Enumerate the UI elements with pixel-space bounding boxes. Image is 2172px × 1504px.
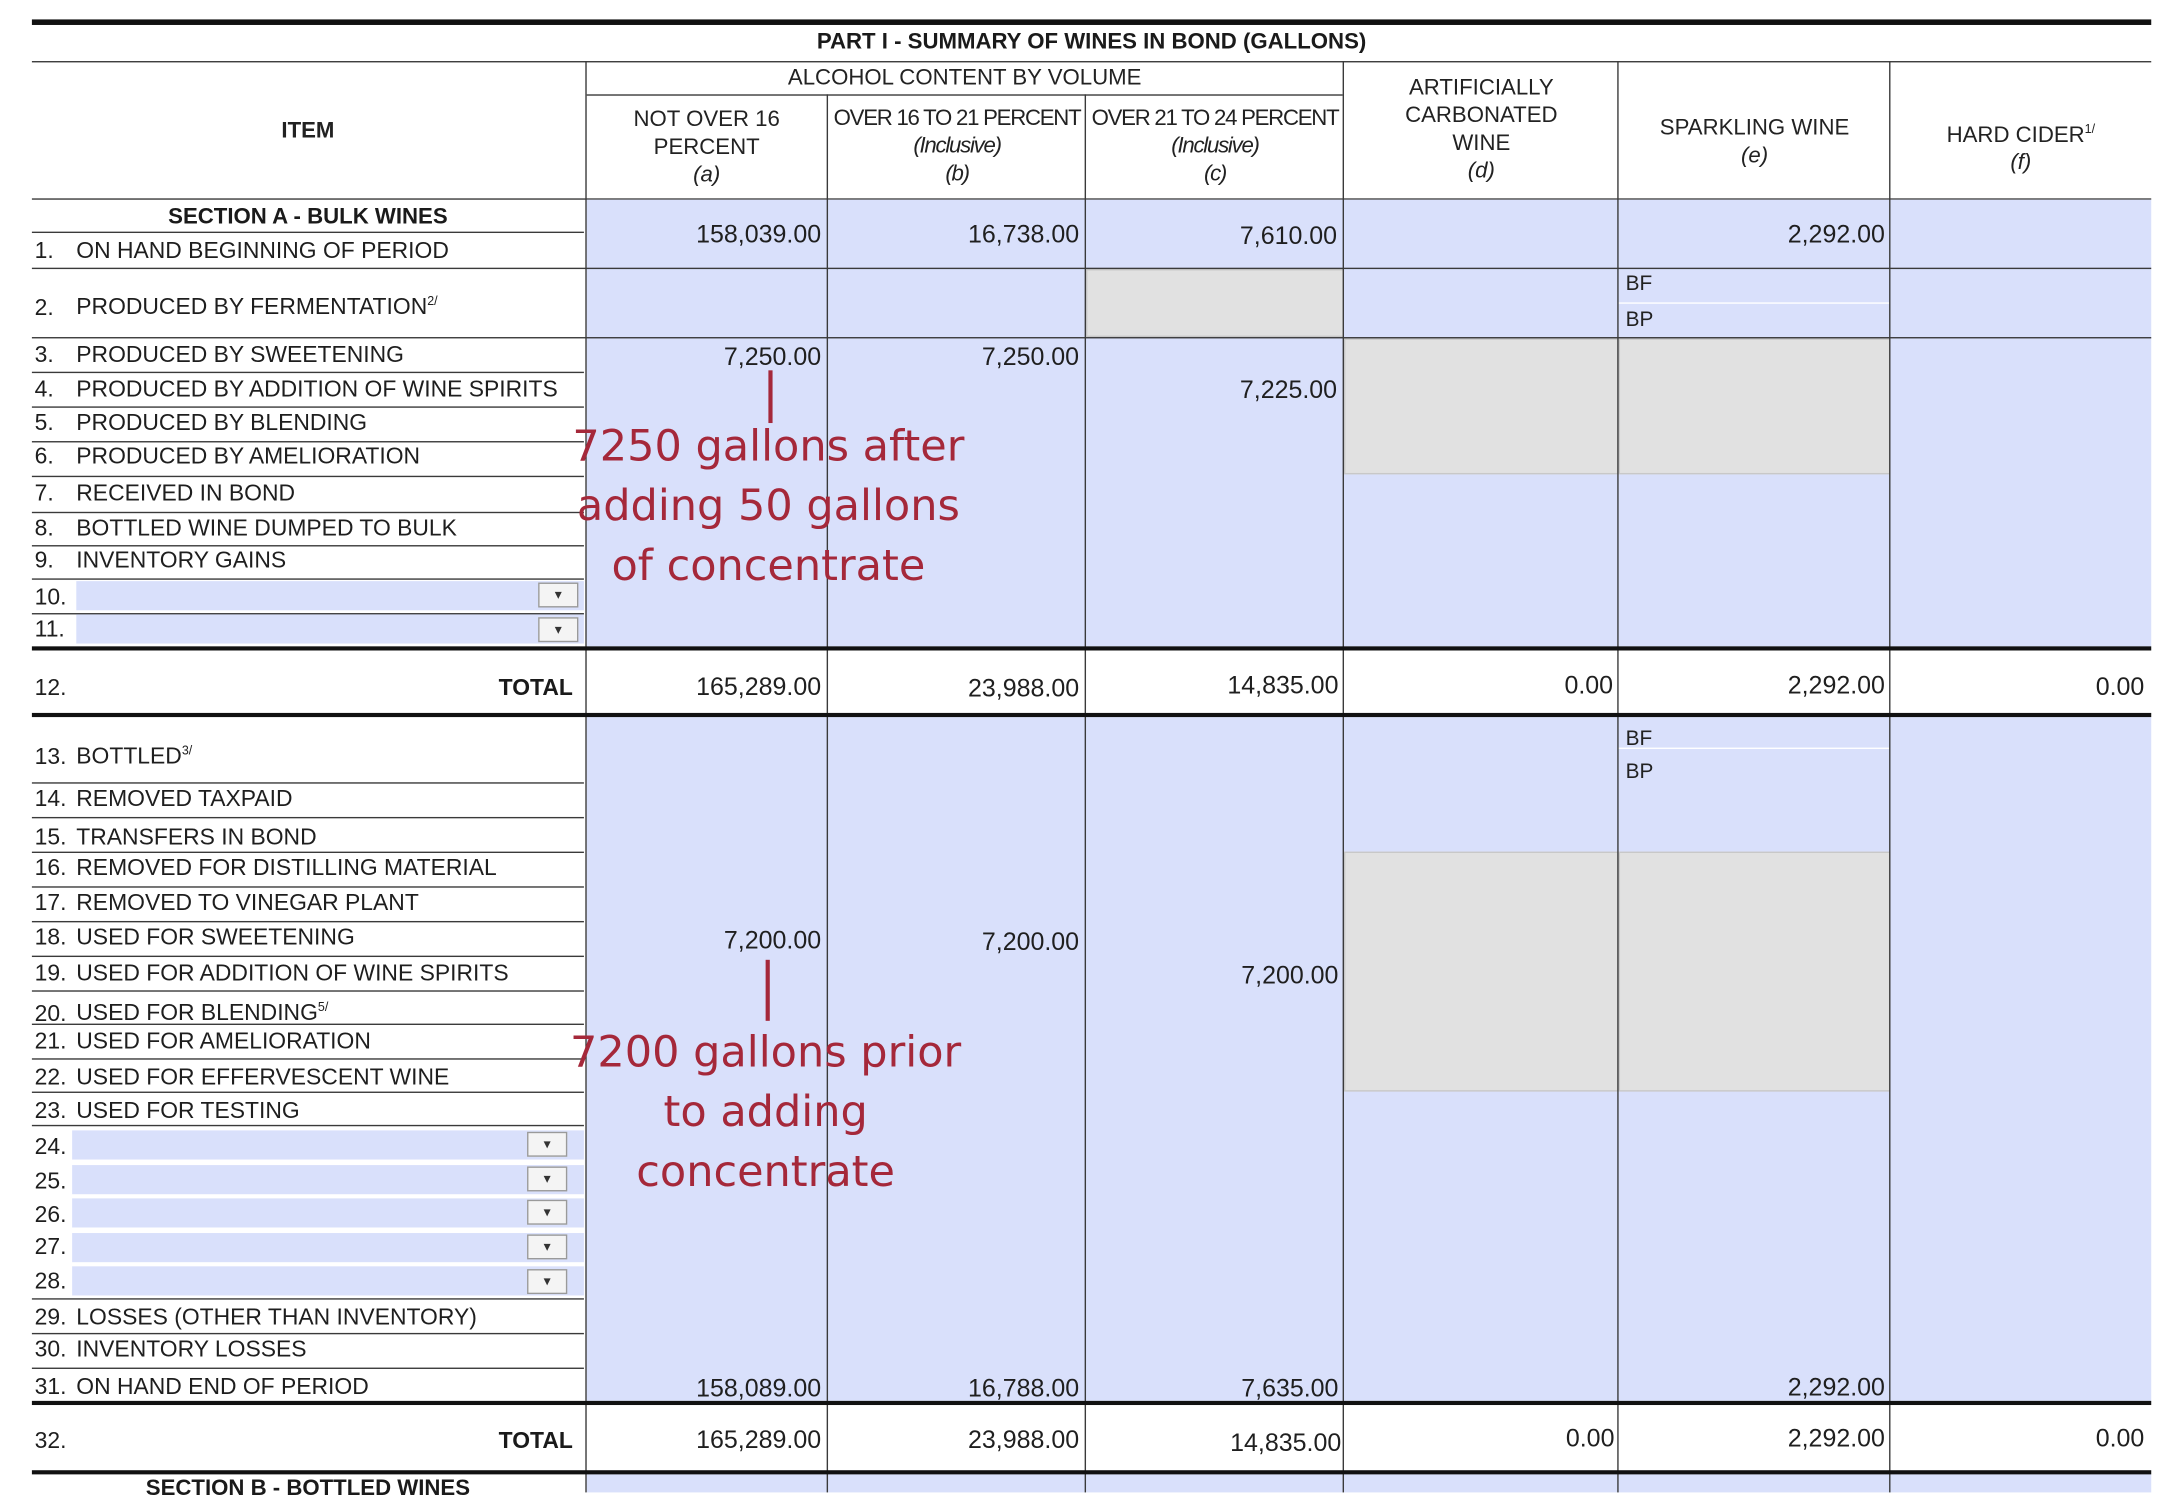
col-d-header: ARTIFICIALLY CARBONATED WINE (d) [1405,76,1558,184]
chevron-down-icon[interactable]: ▾ [527,1269,567,1294]
row-19-label: 19. USED FOR ADDITION OF WINE SPIRITS [34,961,509,987]
input-area-bottom[interactable] [587,1474,2152,1492]
divider-thick [32,713,2151,717]
cell-value: 0.00 [2095,672,2145,701]
row-10-label: 10. [34,585,67,611]
cell-value: 0.00 [2095,1424,2145,1453]
annotation-prior-concentrate: 7200 gallons prior to adding concentrate [570,1027,962,1197]
bf-label: BF [1625,726,1653,751]
row-8-label: 8. BOTTLED WINE DUMPED TO BULK [34,515,457,541]
row-11-select[interactable] [76,614,584,643]
chevron-down-icon[interactable]: ▾ [527,1234,567,1259]
row-30-label: 30. INVENTORY LOSSES [34,1337,307,1363]
disabled-cell [1619,852,1891,1092]
row-22-label: 22. USED FOR EFFERVESCENT WINE [34,1065,450,1091]
total-label: TOTAL [498,1428,573,1454]
col-f-header: HARD $CIDER^{1/}$ (f) [1946,122,2096,176]
row-28-label: 28. [34,1269,67,1295]
bp-label: BP [1625,307,1654,332]
row-31-label: 31. ON HAND END OF PERIOD [34,1374,369,1400]
disabled-cell [1344,852,1619,1092]
cell-value: 0.00 [1564,671,1614,700]
bf-label: BF [1625,271,1653,296]
divider-thick [32,1470,2151,1474]
col-a-header: NOT OVER 16 PERCENT (a) [633,108,780,188]
row-14-label: 14. REMOVED TAXPAID [34,786,293,812]
row-11-label: 11. [34,617,65,643]
cell-value: 23,988.00 [968,1425,1080,1454]
row-25-label: 25. [34,1169,67,1195]
cell-value: 14,835.00 [1230,1428,1342,1457]
row-21-label: 21. USED FOR AMELIORATION [34,1029,371,1055]
row-5-label: 5. PRODUCED BY BLENDING [34,410,368,436]
row-9-label: 9. INVENTORY GAINS [34,547,287,573]
row-27-label: 27. [34,1234,67,1260]
row-24-select[interactable] [72,1130,584,1159]
row-16-label: 16. REMOVED FOR DISTILLING MATERIAL [34,855,497,881]
annotation-pointer [766,960,770,1021]
row-6-label: 6. PRODUCED BY AMELIORATION [34,443,421,469]
disabled-cell [1344,338,1619,474]
cell-value[interactable]: 7,635.00 [1241,1374,1339,1403]
row-17-label: 17. REMOVED TO VINEGAR PLANT [34,890,419,916]
row-27-select[interactable] [72,1233,584,1262]
annotation-after-concentrate: 7250 gallons after adding 50 gallons of concentrate [572,421,965,591]
chevron-down-icon[interactable]: ▾ [527,1200,567,1225]
cell-value[interactable]: 158,089.00 [696,1374,822,1403]
cell-value[interactable]: 7,250.00 [723,342,822,371]
col-e-header: SPARKLING WINE (e) [1659,116,1850,168]
row-12-label: 12. [34,675,67,701]
section-b-header: SECTION B - BOTTLED WINES [145,1477,471,1501]
row-3-label: 3. PRODUCED BY SWEETENING [34,342,404,368]
annotation-pointer [768,370,772,423]
row-18-label: 18. USED FOR SWEETENING [34,925,355,951]
cell-value: 23,988.00 [968,674,1080,702]
chevron-down-icon[interactable]: ▾ [527,1132,567,1157]
row-13-label: 13. $BOTTLED^{3/}$ [34,743,193,770]
cell-value[interactable]: 2,292.00 [1787,220,1885,249]
row-20-label: 20. USED FOR $BLENDING^{5/}$ [34,1000,329,1026]
cell-value: 165,289.00 [696,1425,822,1454]
cell-value[interactable]: 7,200.00 [981,927,1080,956]
cell-value[interactable]: 158,039.00 [696,220,822,249]
disabled-cell [1619,338,1891,474]
part-title: PART I - SUMMARY OF WINES IN BOND (GALLONS) [816,30,1367,55]
row-24-label: 24. [34,1134,67,1160]
row-1-label: 1. ON HAND BEGINNING OF PERIOD [34,238,449,264]
chevron-down-icon[interactable]: ▾ [527,1166,567,1191]
cell-value[interactable]: 7,250.00 [981,342,1080,371]
cell-value[interactable]: 16,738.00 [968,220,1080,249]
row-7-label: 7. RECEIVED IN BOND [34,481,296,507]
cell-value[interactable]: 16,788.00 [968,1374,1080,1403]
row-26-select[interactable] [72,1198,584,1227]
chevron-down-icon[interactable]: ▾ [538,617,578,642]
cell-value: 2,292.00 [1787,1424,1885,1453]
col-b-header: OVER 16 TO 21 PERCENT (Inclusive) (b) [833,106,1081,186]
cell-value: 165,289.00 [696,672,822,701]
row-10-select[interactable] [76,581,584,610]
total-label: TOTAL [498,675,573,701]
row-26-label: 26. [34,1202,67,1228]
alcohol-group-header: ALCOHOL CONTENT BY VOLUME [787,66,1142,91]
row-23-label: 23. USED FOR TESTING [34,1098,300,1124]
cell-value[interactable]: 7,200.00 [1241,961,1339,989]
disabled-cell [1086,269,1344,337]
row-32-label: 32. [34,1428,67,1454]
row-15-label: 15. TRANSFERS IN BOND [34,825,317,851]
item-header: ITEM [281,119,335,143]
col-c-header: OVER 21 TO 24 PERCENT (Inclusive) (c) [1091,106,1339,186]
bp-label: BP [1625,760,1654,784]
row-2-label: 2. PRODUCED BY $FERMENTATION^{2/}$ [34,294,438,320]
cell-value: 0.00 [1565,1424,1615,1453]
divider-thick [32,646,2151,650]
row-28-select[interactable] [72,1266,584,1295]
section-a-header: SECTION A - BULK WINES [168,205,448,229]
cell-value: 2,292.00 [1787,671,1885,700]
top-border [32,19,2151,25]
cell-value[interactable]: 7,200.00 [723,926,822,955]
row-25-select[interactable] [72,1165,584,1194]
chevron-down-icon[interactable]: ▾ [538,583,578,608]
cell-value: 14,835.00 [1227,671,1339,700]
cell-value[interactable]: 2,292.00 [1787,1373,1885,1401]
cell-value[interactable]: 7,225.00 [1239,375,1338,404]
row-29-label: 29. LOSSES (OTHER THAN INVENTORY) [34,1305,477,1331]
cell-value[interactable]: 7,610.00 [1239,221,1338,250]
row-4-label: 4. PRODUCED BY ADDITION OF WINE SPIRITS [34,377,558,403]
